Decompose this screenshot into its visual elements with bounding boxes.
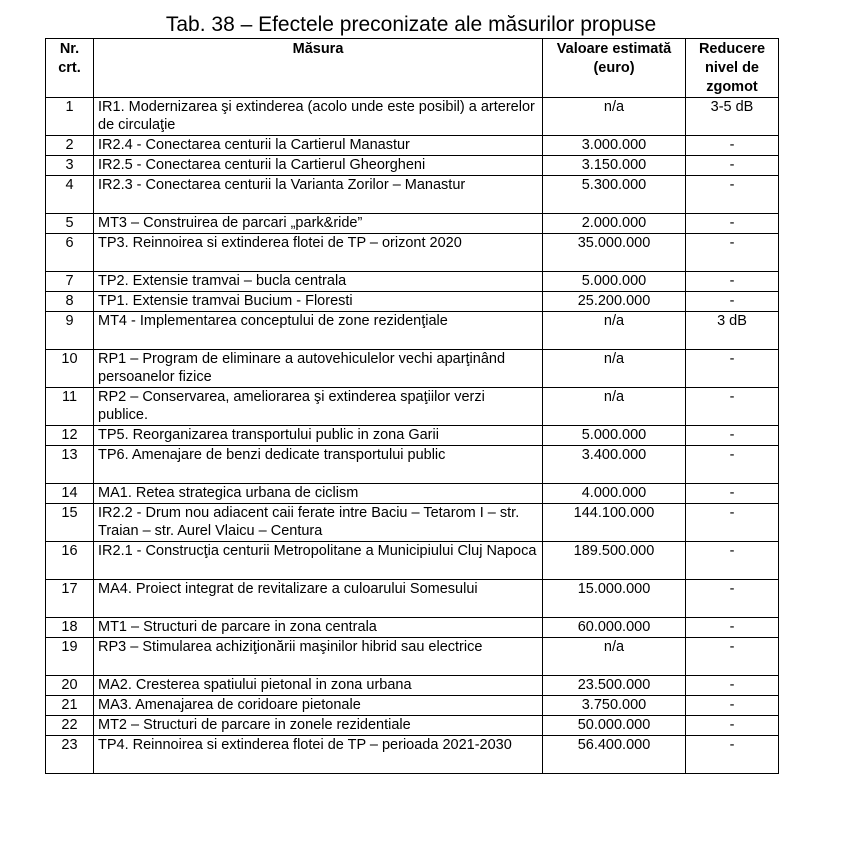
table-row <box>46 716 779 736</box>
table-header-row <box>46 39 779 98</box>
header-valoare-text: Valoare estimată (euro) <box>556 41 672 76</box>
cell-reducere: - <box>686 350 779 388</box>
cell-masura: RP3 – Stimularea achiziţionării maşinilor hibrid sau electrice <box>94 638 543 676</box>
table-row <box>46 98 779 136</box>
cell-reducere: - <box>686 292 779 312</box>
cell-reducere: - <box>686 676 779 696</box>
cell-masura: TP3. Reinnoirea si extinderea flotei de TP – orizont 2020 <box>94 234 543 272</box>
cell-valoare: n/a <box>543 638 686 676</box>
cell-reducere: - <box>686 504 779 542</box>
cell-nr: 16 <box>46 542 94 580</box>
cell-masura: IR2.4 - Conectarea centurii la Cartierul Manastur <box>94 136 543 156</box>
table-row <box>46 618 779 638</box>
table-row <box>46 504 779 542</box>
cell-nr: 4 <box>46 176 94 214</box>
table-row <box>46 312 779 350</box>
cell-masura: MT4 - Implementarea conceptului de zone rezidenţiale <box>94 312 543 350</box>
table-row <box>46 638 779 676</box>
cell-reducere: - <box>686 542 779 580</box>
cell-nr: 13 <box>46 446 94 484</box>
cell-valoare: 4.000.000 <box>543 484 686 504</box>
cell-reducere: - <box>686 388 779 426</box>
table-row <box>46 234 779 272</box>
cell-reducere: - <box>686 272 779 292</box>
table-row <box>46 136 779 156</box>
table-row <box>46 736 779 774</box>
cell-reducere: - <box>686 176 779 214</box>
header-nr-text: Nr. crt. <box>58 41 81 76</box>
cell-masura: TP6. Amenajare de benzi dedicate transportului public <box>94 446 543 484</box>
cell-nr: 15 <box>46 504 94 542</box>
cell-nr: 20 <box>46 676 94 696</box>
cell-valoare: 5.000.000 <box>543 272 686 292</box>
cell-masura: MT1 – Structuri de parcare in zona centrala <box>94 618 543 638</box>
cell-nr: 8 <box>46 292 94 312</box>
header-valoare <box>543 39 686 98</box>
cell-nr: 22 <box>46 716 94 736</box>
cell-reducere: - <box>686 580 779 618</box>
cell-nr: 7 <box>46 272 94 292</box>
cell-valoare: n/a <box>543 350 686 388</box>
cell-masura: RP2 – Conservarea, ameliorarea şi extinderea spaţiilor verzi publice. <box>94 388 543 426</box>
cell-valoare: 3.400.000 <box>543 446 686 484</box>
cell-nr: 14 <box>46 484 94 504</box>
cell-masura: IR2.2 - Drum nou adiacent caii ferate intre Baciu – Tetarom I – str. Traian – str. Aurel Vlaicu – Centura <box>94 504 543 542</box>
cell-valoare: 189.500.000 <box>543 542 686 580</box>
cell-masura: TP1. Extensie tramvai Bucium - Floresti <box>94 292 543 312</box>
cell-reducere: - <box>686 638 779 676</box>
cell-masura: RP1 – Program de eliminare a autovehiculelor vechi aparţinând persoanelor fizice <box>94 350 543 388</box>
cell-reducere: - <box>686 446 779 484</box>
cell-masura: MA3. Amenajarea de coridoare pietonale <box>94 696 543 716</box>
cell-nr: 1 <box>46 98 94 136</box>
cell-reducere: - <box>686 426 779 446</box>
cell-nr: 9 <box>46 312 94 350</box>
cell-valoare: 56.400.000 <box>543 736 686 774</box>
cell-masura: MA2. Cresterea spatiului pietonal in zona urbana <box>94 676 543 696</box>
table-row <box>46 292 779 312</box>
table-row <box>46 580 779 618</box>
cell-reducere: - <box>686 136 779 156</box>
table-row <box>46 676 779 696</box>
cell-masura: IR1. Modernizarea şi extinderea (acolo unde este posibil) a arterelor de circulaţie <box>94 98 543 136</box>
cell-reducere: - <box>686 484 779 504</box>
cell-valoare: 5.000.000 <box>543 426 686 446</box>
cell-masura: IR2.3 - Conectarea centurii la Varianta Zorilor – Manastur <box>94 176 543 214</box>
cell-nr: 12 <box>46 426 94 446</box>
header-masura-text: Măsura <box>292 41 344 57</box>
cell-masura: MT2 – Structuri de parcare in zonele rezidentiale <box>94 716 543 736</box>
table-row <box>46 696 779 716</box>
cell-masura: MA4. Proiect integrat de revitalizare a culoarului Somesului <box>94 580 543 618</box>
cell-reducere: 3 dB <box>686 312 779 350</box>
cell-nr: 19 <box>46 638 94 676</box>
cell-reducere: - <box>686 214 779 234</box>
cell-masura: MA1. Retea strategica urbana de ciclism <box>94 484 543 504</box>
cell-masura: MT3 – Construirea de parcari „park&ride” <box>94 214 543 234</box>
table-row <box>46 542 779 580</box>
cell-valoare: 2.000.000 <box>543 214 686 234</box>
cell-nr: 18 <box>46 618 94 638</box>
cell-masura: TP4. Reinnoirea si extinderea flotei de TP – perioada 2021-2030 <box>94 736 543 774</box>
table-row <box>46 176 779 214</box>
header-reducere <box>686 39 779 98</box>
cell-valoare: 25.200.000 <box>543 292 686 312</box>
measures-table <box>45 38 779 774</box>
table-row <box>46 272 779 292</box>
table-row <box>46 156 779 176</box>
cell-reducere: - <box>686 156 779 176</box>
cell-valoare: 144.100.000 <box>543 504 686 542</box>
table-row <box>46 484 779 504</box>
cell-nr: 5 <box>46 214 94 234</box>
cell-masura: TP5. Reorganizarea transportului public in zona Garii <box>94 426 543 446</box>
cell-masura: TP2. Extensie tramvai – bucla centrala <box>94 272 543 292</box>
cell-valoare: 50.000.000 <box>543 716 686 736</box>
table-row <box>46 214 779 234</box>
header-reducere-text: Reducere nivel de zgomot <box>698 41 766 95</box>
cell-valoare: n/a <box>543 312 686 350</box>
cell-masura: IR2.5 - Conectarea centurii la Cartierul Gheorgheni <box>94 156 543 176</box>
cell-nr: 2 <box>46 136 94 156</box>
cell-reducere: - <box>686 696 779 716</box>
cell-valoare: n/a <box>543 388 686 426</box>
header-nr <box>46 39 94 98</box>
cell-valoare: 60.000.000 <box>543 618 686 638</box>
cell-reducere: - <box>686 234 779 272</box>
cell-valoare: 5.300.000 <box>543 176 686 214</box>
cell-valoare: 3.750.000 <box>543 696 686 716</box>
cell-nr: 10 <box>46 350 94 388</box>
cell-reducere: - <box>686 736 779 774</box>
table-row <box>46 426 779 446</box>
cell-nr: 11 <box>46 388 94 426</box>
cell-nr: 17 <box>46 580 94 618</box>
table-row <box>46 388 779 426</box>
table-caption: Tab. 38 – Efectele preconizate ale măsurilor propuse <box>165 13 657 36</box>
header-masura <box>94 39 543 98</box>
table-row <box>46 350 779 388</box>
table-body <box>46 98 779 774</box>
cell-valoare: 3.150.000 <box>543 156 686 176</box>
cell-nr: 21 <box>46 696 94 716</box>
cell-nr: 3 <box>46 156 94 176</box>
cell-reducere: - <box>686 618 779 638</box>
cell-valoare: 15.000.000 <box>543 580 686 618</box>
cell-nr: 6 <box>46 234 94 272</box>
table-row <box>46 446 779 484</box>
cell-reducere: - <box>686 716 779 736</box>
cell-valoare: 35.000.000 <box>543 234 686 272</box>
cell-valoare: n/a <box>543 98 686 136</box>
cell-masura: IR2.1 - Construcţia centurii Metropolitane a Municipiului Cluj Napoca <box>94 542 543 580</box>
cell-reducere: 3-5 dB <box>686 98 779 136</box>
cell-valoare: 23.500.000 <box>543 676 686 696</box>
cell-nr: 23 <box>46 736 94 774</box>
cell-valoare: 3.000.000 <box>543 136 686 156</box>
